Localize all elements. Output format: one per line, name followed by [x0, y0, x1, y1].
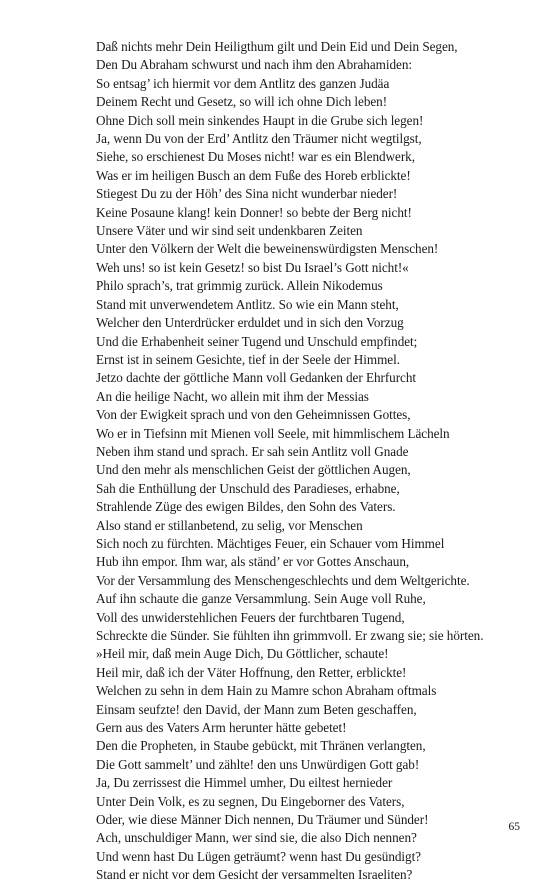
page-number: 65 [508, 821, 520, 833]
verse-line: Jetzo dachte der göttliche Mann voll Gedanken der Ehrfurcht [96, 370, 417, 386]
verse-line: Ja, Du zerrissest die Himmel umher, Du eiltest hernieder [96, 775, 393, 791]
verse-line: Unsere Väter und wir sind seit undenkbaren Zeiten [96, 223, 363, 239]
verse-line: Oder, wie diese Männer Dich nennen, Du Träumer und Sünder! [96, 812, 429, 828]
verse-line: Strahlende Züge des ewigen Bildes, den Sohn des Vaters. [96, 499, 396, 515]
verse-text [96, 38, 536, 885]
verse-line: Daß nichts mehr Dein Heiligthum gilt und Dein Eid und Dein Segen, [96, 39, 458, 54]
verse-line: Stand er nicht vor dem Gesicht der versammelten Israeliten? [96, 867, 413, 883]
verse-line: An die heilige Nacht, wo allein mit ihm der Messias [96, 388, 369, 404]
verse-line: So entsag’ ich hiermit vor dem Antlitz des ganzen Judäa [96, 75, 390, 91]
verse-line: Was er im heiligen Busch an dem Fuße des Horeb erblickte! [96, 167, 411, 183]
verse-line: Stiegest Du zu der Höh’ des Sina nicht wunderbar nieder! [96, 186, 398, 202]
verse-line: Neben ihm stand und sprach. Er sah sein Antlitz voll Gnade [96, 443, 409, 459]
verse-line: Also stand er stillanbetend, zu selig, vor Menschen [96, 517, 363, 533]
verse-line: Unter den Völkern der Welt die beweinenswürdigsten Menschen! [96, 241, 439, 257]
verse-line: Wo er in Tiefsinn mit Mienen voll Seele, mit himmlischem Lächeln [96, 425, 450, 441]
verse-line: Von der Ewigkeit sprach und von den Geheimnissen Gottes, [96, 407, 411, 423]
verse-line: Einsam seufzte! den David, der Mann zum Beten geschaffen, [96, 701, 417, 717]
verse-line: Gern aus des Vaters Arm herunter hätte gebetet! [96, 720, 347, 736]
verse-line: Deinem Recht und Gesetz, so will ich ohne Dich leben! [96, 94, 388, 110]
verse-line: Unter Dein Volk, es zu segnen, Du Eingeborner des Vaters, [96, 793, 405, 809]
verse-line: Philo sprach’s, trat grimmig zurück. Allein Nikodemus [96, 278, 383, 294]
verse-line: Auf ihn schaute die ganze Versammlung. Sein Auge voll Ruhe, [96, 591, 426, 607]
verse-line: Und die Erhabenheit seiner Tugend und Unschuld empfindet; [96, 333, 418, 349]
verse-line: »Heil mir, daß mein Auge Dich, Du Göttlicher, schaute! [96, 646, 389, 662]
verse-line: Weh uns! so ist kein Gesetz! so bist Du Israel’s Gott nicht!« [96, 259, 409, 275]
verse-line: Und den mehr als menschlichen Geist der göttlichen Augen, [96, 462, 411, 478]
verse-line: Heil mir, daß ich der Väter Hoffnung, den Retter, erblickte! [96, 664, 407, 680]
verse-line: Den die Propheten, in Staube gebückt, mit Thränen verlangten, [96, 738, 426, 754]
verse-line: Die Gott sammelt’ und zählte! den uns Unwürdigen Gott gab! [96, 756, 420, 772]
verse-line: Sah die Enthüllung der Unschuld des Paradieses, erhabne, [96, 480, 400, 496]
verse-line: Keine Posaune klang! kein Donner! so bebte der Berg nicht! [96, 204, 412, 220]
verse-line: Hub ihn empor. Ihm war, als ständ’ er vor Gottes Anschaun, [96, 554, 410, 570]
verse-line: Ernst ist in seinem Gesichte, tief in der Seele der Himmel. [96, 351, 400, 367]
verse-line: Welcher den Unterdrücker erduldet und in sich den Vorzug [96, 315, 404, 331]
verse-line: Voll des unwiderstehlichen Feuers der furchtbaren Tugend, [96, 609, 405, 625]
verse-line: Stand mit unverwendetem Antlitz. So wie ein Mann steht, [96, 296, 399, 312]
verse-line: Ach, unschuldiger Mann, wer sind sie, die also Dich nennen? [96, 830, 417, 846]
verse-line: Schreckte die Sünder. Sie fühlten ihn grimmvoll. Er zwang sie; sie hörten. [96, 628, 484, 643]
verse-line: Welchen zu sehn in dem Hain zu Mamre schon Abraham oftmals [96, 683, 437, 699]
verse-line: Ohne Dich soll mein sinkendes Haupt in die Grube sich legen! [96, 112, 424, 128]
verse-line: Sich noch zu fürchten. Mächtiges Feuer, ein Schauer vom Himmel [96, 535, 445, 551]
verse-line: Ja, wenn Du von der Erd’ Antlitz den Träumer nicht wegtilgst, [96, 131, 422, 147]
verse-line: Siehe, so erschienest Du Moses nicht! war es ein Blendwerk, [96, 149, 415, 165]
verse-line: Und wenn hast Du Lügen geträumt? wenn hast Du gesündigt? [96, 848, 421, 864]
verse-line: Den Du Abraham schwurst und nach ihm den Abrahamiden: [96, 57, 412, 73]
verse-line: Vor der Versammlung des Menschengeschlechts und dem Weltgerichte. [96, 572, 470, 588]
